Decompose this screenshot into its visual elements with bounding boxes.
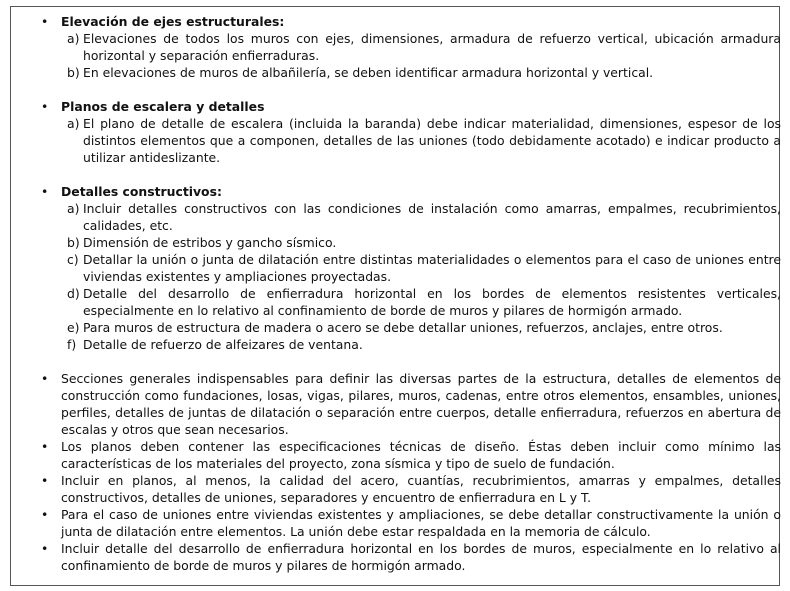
section-heading: • Planos de escalera y detalles: [61, 99, 265, 114]
document-frame: [10, 6, 780, 586]
list-item: a) Elevaciones de todos los muros con ejes, dimensiones, armadura de refuerzo vertical, ubicación armadura horizontal y separación enfierraduras.: [67, 31, 781, 63]
sub-list: [61, 30, 781, 81]
section-planos-escalera: [33, 98, 781, 166]
list-item: e) Para muros de estructura de madera o acero se debe detallar uniones, refuerzos, anclajes, entre otros.: [67, 320, 723, 335]
list-item: f) Detalle de refuerzo de alfeizares de ventana.: [67, 337, 363, 352]
general-item: • Incluir en planos, al menos, la calidad del acero, cuantías, recubrimientos, amarras y empalmes, detalles constructivos, detalles de uniones, separadores y encuentro de enfierradura en L y T.: [33, 472, 781, 506]
list-item: b) Dimensión de estribos y gancho sísmico.: [67, 235, 337, 250]
general-item: • Para el caso de uniones entre viviendas existentes y ampliaciones, se debe detallar constructivamente la unión o junta de dilatación entre elementos. La unión debe estar respaldada en la memoria de cálculo.: [33, 506, 781, 540]
section-elevacion-ejes: [33, 13, 781, 81]
general-item: • Incluir detalle del desarrollo de enfierradura horizontal en los bordes de muros, especialmente en lo relativo al confinamiento de borde de muros y pilares de hormigón armado.: [33, 540, 781, 574]
list-item: b) En elevaciones de muros de albañilería, se deben identificar armadura horizontal y vertical.: [67, 65, 654, 80]
document-body: [33, 13, 781, 574]
section-heading: • Detalles constructivos:: [61, 184, 222, 199]
list-item: c) Detallar la unión o junta de dilatación entre distintas materialidades o elementos para el caso de uniones entre viviendas existentes y ampliaciones proyectadas.: [67, 252, 781, 284]
sub-list: [61, 200, 781, 353]
sub-list: [61, 115, 781, 166]
general-item: • Los planos deben contener las especificaciones técnicas de diseño. Éstas deben incluir como mínimo las características de los materiales del proyecto, zona sísmica y tipo de suelo de fundación.: [33, 438, 781, 472]
general-item: • Secciones generales indispensables para definir las diversas partes de la estructura, detalles de elementos de construcción como fundaciones, losas, vigas, pilares, muros, cadenas, entre otros elementos, ensambles, uniones, perfiles, detalles de juntas de dilatación o separación entre cuerpos, detalle enfierradura, refuerzos en abertura de escalas y otros que sean necesarios.: [33, 370, 781, 438]
list-item: a) Incluir detalles constructivos con las condiciones de instalación como amarras, empalmes, recubrimientos, calidades, etc.: [67, 201, 781, 233]
section-detalles-constructivos: [33, 183, 781, 353]
list-item: d) Detalle del desarrollo de enfierradura horizontal en los bordes de elementos resistentes verticales, especialmente en lo relativo al confinamiento de borde de muros y pilares de hormigón armado.: [67, 286, 781, 318]
section-heading: • Elevación de ejes estructurales:: [61, 14, 285, 29]
list-item: a) El plano de detalle de escalera (incluida la baranda) debe indicar materialidad, dimensiones, espesor de los distintos elementos que a componen, detalles de las uniones (todo debidamente acotado) e indicar producto a utilizar antideslizante.: [67, 116, 781, 165]
